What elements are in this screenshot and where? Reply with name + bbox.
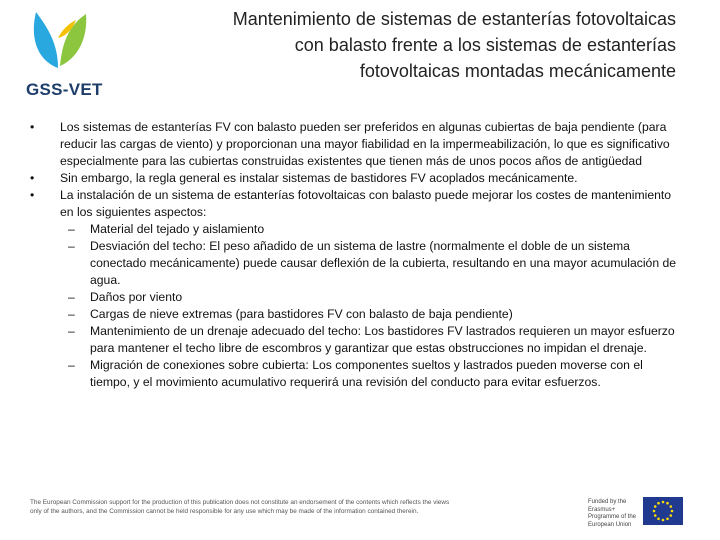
sub-list: [60, 221, 685, 391]
bullet-text: La instalación de un sistema de estanterías fotovoltaicas con balasto puede mejorar los costes de mantenimiento en los siguientes aspectos:: [60, 188, 672, 219]
bullet-item: [30, 119, 685, 170]
gss-vet-logo: [22, 8, 102, 100]
sub-item-text: Daños por viento: [90, 290, 183, 304]
logo-text: GSS-VET: [26, 80, 103, 99]
dash-marker: –: [68, 307, 75, 321]
sub-item: [60, 306, 685, 323]
dash-marker: –: [68, 324, 75, 338]
sub-item-text: Cargas de nieve extremas (para bastidores FV con balasto de baja pendiente): [90, 307, 513, 321]
bullet-marker: •: [30, 188, 35, 202]
sub-item-text: Material del tejado y aislamiento: [90, 222, 265, 236]
eu-disclaimer: The European Commission support for the production of this publication does not constitute an endorsement of the contents which reflects the views only of the authors, and the Commission cannot be held responsible for any use which may be made of the information contained therein.: [30, 499, 450, 515]
bullet-item: [30, 170, 685, 187]
sub-item: [60, 323, 685, 357]
bullet-marker: •: [30, 171, 35, 185]
sub-item-text: Mantenimiento de un drenaje adecuado del techo: Los bastidores FV lastrados requieren un mayor esfuerzo para mantener el techo libre de escombros y garantizar que estas obstrucciones no impidan el drenaje.: [90, 324, 675, 355]
bullet-text: Sin embargo, la regla general es instalar sistemas de bastidores FV acoplados mecánicamente.: [60, 171, 578, 185]
dash-marker: –: [68, 290, 75, 304]
sub-item: [60, 238, 685, 289]
title-line: Mantenimiento de sistemas de estanterías fotovoltaicas: [232, 9, 676, 29]
dash-marker: –: [68, 239, 75, 253]
sub-item: [60, 221, 685, 238]
sub-item-text: Desviación del techo: El peso añadido de un sistema de lastre (normalmente el doble de un sistema conectado mecánicamente) puede causar deflexión de la cubierta, resultando en una mayor acumulación de agua.: [90, 239, 677, 287]
title-line: con balasto frente a los sistemas de estanterías: [294, 35, 676, 55]
dash-marker: –: [68, 358, 75, 372]
slide-body: [30, 119, 685, 391]
bullet-item: [30, 187, 685, 391]
slide-title: [136, 6, 676, 84]
sub-item-text: Migración de conexiones sobre cubierta: Los componentes sueltos y lastrados pueden moverse con el tiempo, y el movimiento acumulativo requerirá una revisión del conducto para evitar esfuerzos.: [90, 358, 643, 389]
sub-item: [60, 357, 685, 391]
bullet-list: [30, 119, 685, 391]
dash-marker: –: [68, 222, 75, 236]
eu-stars-icon: [643, 497, 683, 525]
eu-flag-icon: [643, 497, 683, 525]
bullet-text: Los sistemas de estanterías FV con balasto pueden ser preferidos en algunas cubiertas de baja pendiente (para reducir las cargas de viento) y proporcionan una mayor fiabilidad en la impermeabilización, lo que es significativo especialmente para las cubiertas construidas existentes que tienen más de unos pocos años de antigüedad: [60, 120, 670, 168]
title-line: fotovoltaicas montadas mecánicamente: [359, 61, 676, 81]
funded-by-text: Funded by the Erasmus+ Programme of the European Union: [588, 499, 637, 528]
bullet-marker: •: [30, 120, 35, 134]
leaf-logo-icon: [28, 8, 92, 72]
sub-item: [60, 289, 685, 306]
